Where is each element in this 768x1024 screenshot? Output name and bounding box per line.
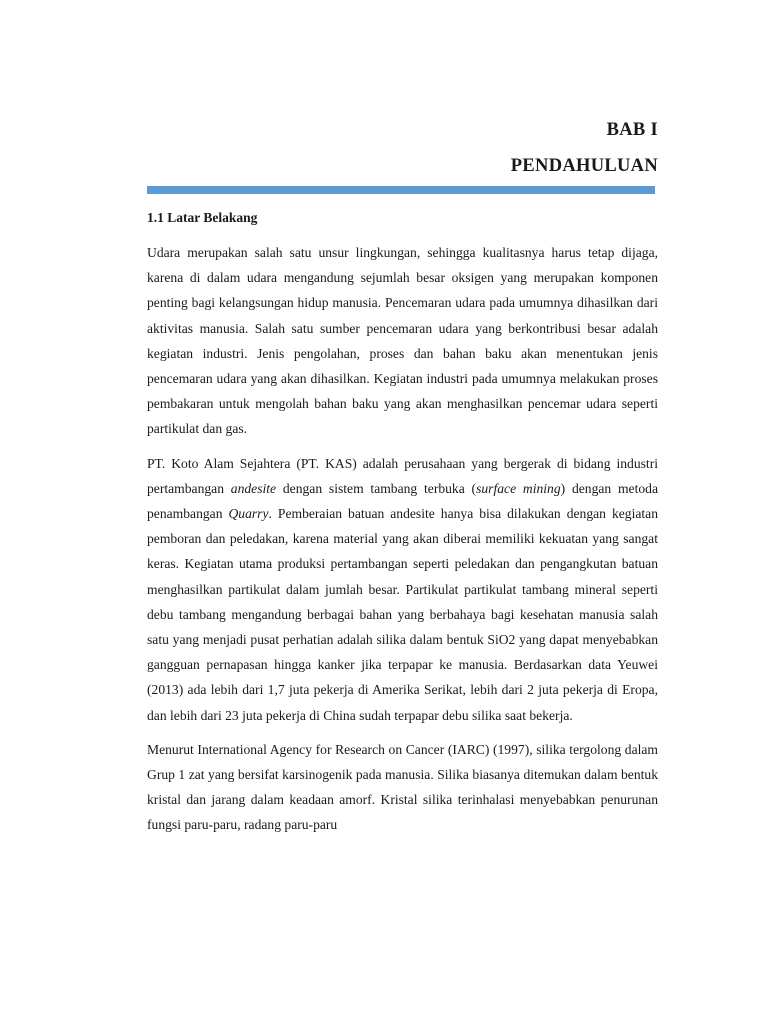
italic-term-quarry: Quarry [228,506,269,522]
italic-term-andesite: andesite [230,480,277,496]
paragraph-3: Menurut International Agency for Research on Cancer (IARC) (1997), silika tergolong dalam Grup 1 zat yang bersifat karsinogenik pada manusia. Silika biasanya ditemukan dalam bentuk kristal dan jarang dalam keadaan amorf. Kristal silika terinhalasi menyebabkan penurunan fungsi paru-paru, radang paru-paru [147,741,658,833]
paragraph-2-text: . Pemberaian batuan andesite hanya bisa dilakukan dengan kegiatan pemboran dan peledakan, karena material yang akan diberai memiliki kekuatan yang sangat keras. Kegiatan utama produksi pertambangan seperti peledakan dan pengangkutan batuan menghasilkan partikulat dalam jumlah besar. Partikulat partikulat tambang mineral seperti debu tambang mengandung berbagai bahan yang berbahaya bagi kesehatan manusia salah satu yang menjadi pusat perhatian adalah silika dalam bentuk SiO2 yang dapat menyebabkan gangguan pernapasan hingga kanker jika terpapar ke manusia. Berdasarkan data Yeuwei (2013) ada lebih dari 1,7 juta pekerja di Amerika Serikat, lebih dari 2 juta pekerja di Eropa, dan lebih dari 23 juta pekerja di China sudah terpapar debu silika saat bekerja. [147,506,658,723]
chapter-label: BAB I [606,120,658,140]
italic-term-surface-mining: surface mining [476,480,561,496]
paragraph-2-text: dengan sistem tambang terbuka ( [276,480,477,496]
paragraph-2-text: PT. Koto Alam Sejahtera (PT. KAS) adalah perusahaan yang bergerak di bidang industri pertambangan [147,455,658,496]
chapter-title: PENDAHULUAN [510,156,658,176]
paragraph-1: Udara merupakan salah satu unsur lingkungan, sehingga kualitasnya harus tetap dijaga, karena di dalam udara mengandung sejumlah besar oksigen yang merupakan komponen penting bagi kelangsungan hidup manusia. Pencemaran udara pada umumnya dihasilkan dari aktivitas manusia. Salah satu sumber pencemaran udara yang berkontribusi besar adalah kegiatan industri. Jenis pengolahan, proses dan bahan baku akan menentukan jenis pencemaran udara yang akan dihasilkan. Kegiatan industri pada umumnya melakukan proses pembakaran untuk mengolah bahan baku yang akan menghasilkan pencemar udara seperti partikulat dan gas. [147,245,658,437]
paragraph-2-text: ) dengan metoda penambangan [147,480,658,522]
paragraph-2 [147,451,658,728]
heading-rule [147,186,655,194]
body-text [147,240,658,847]
section-heading: 1.1 Latar Belakang [147,210,258,225]
